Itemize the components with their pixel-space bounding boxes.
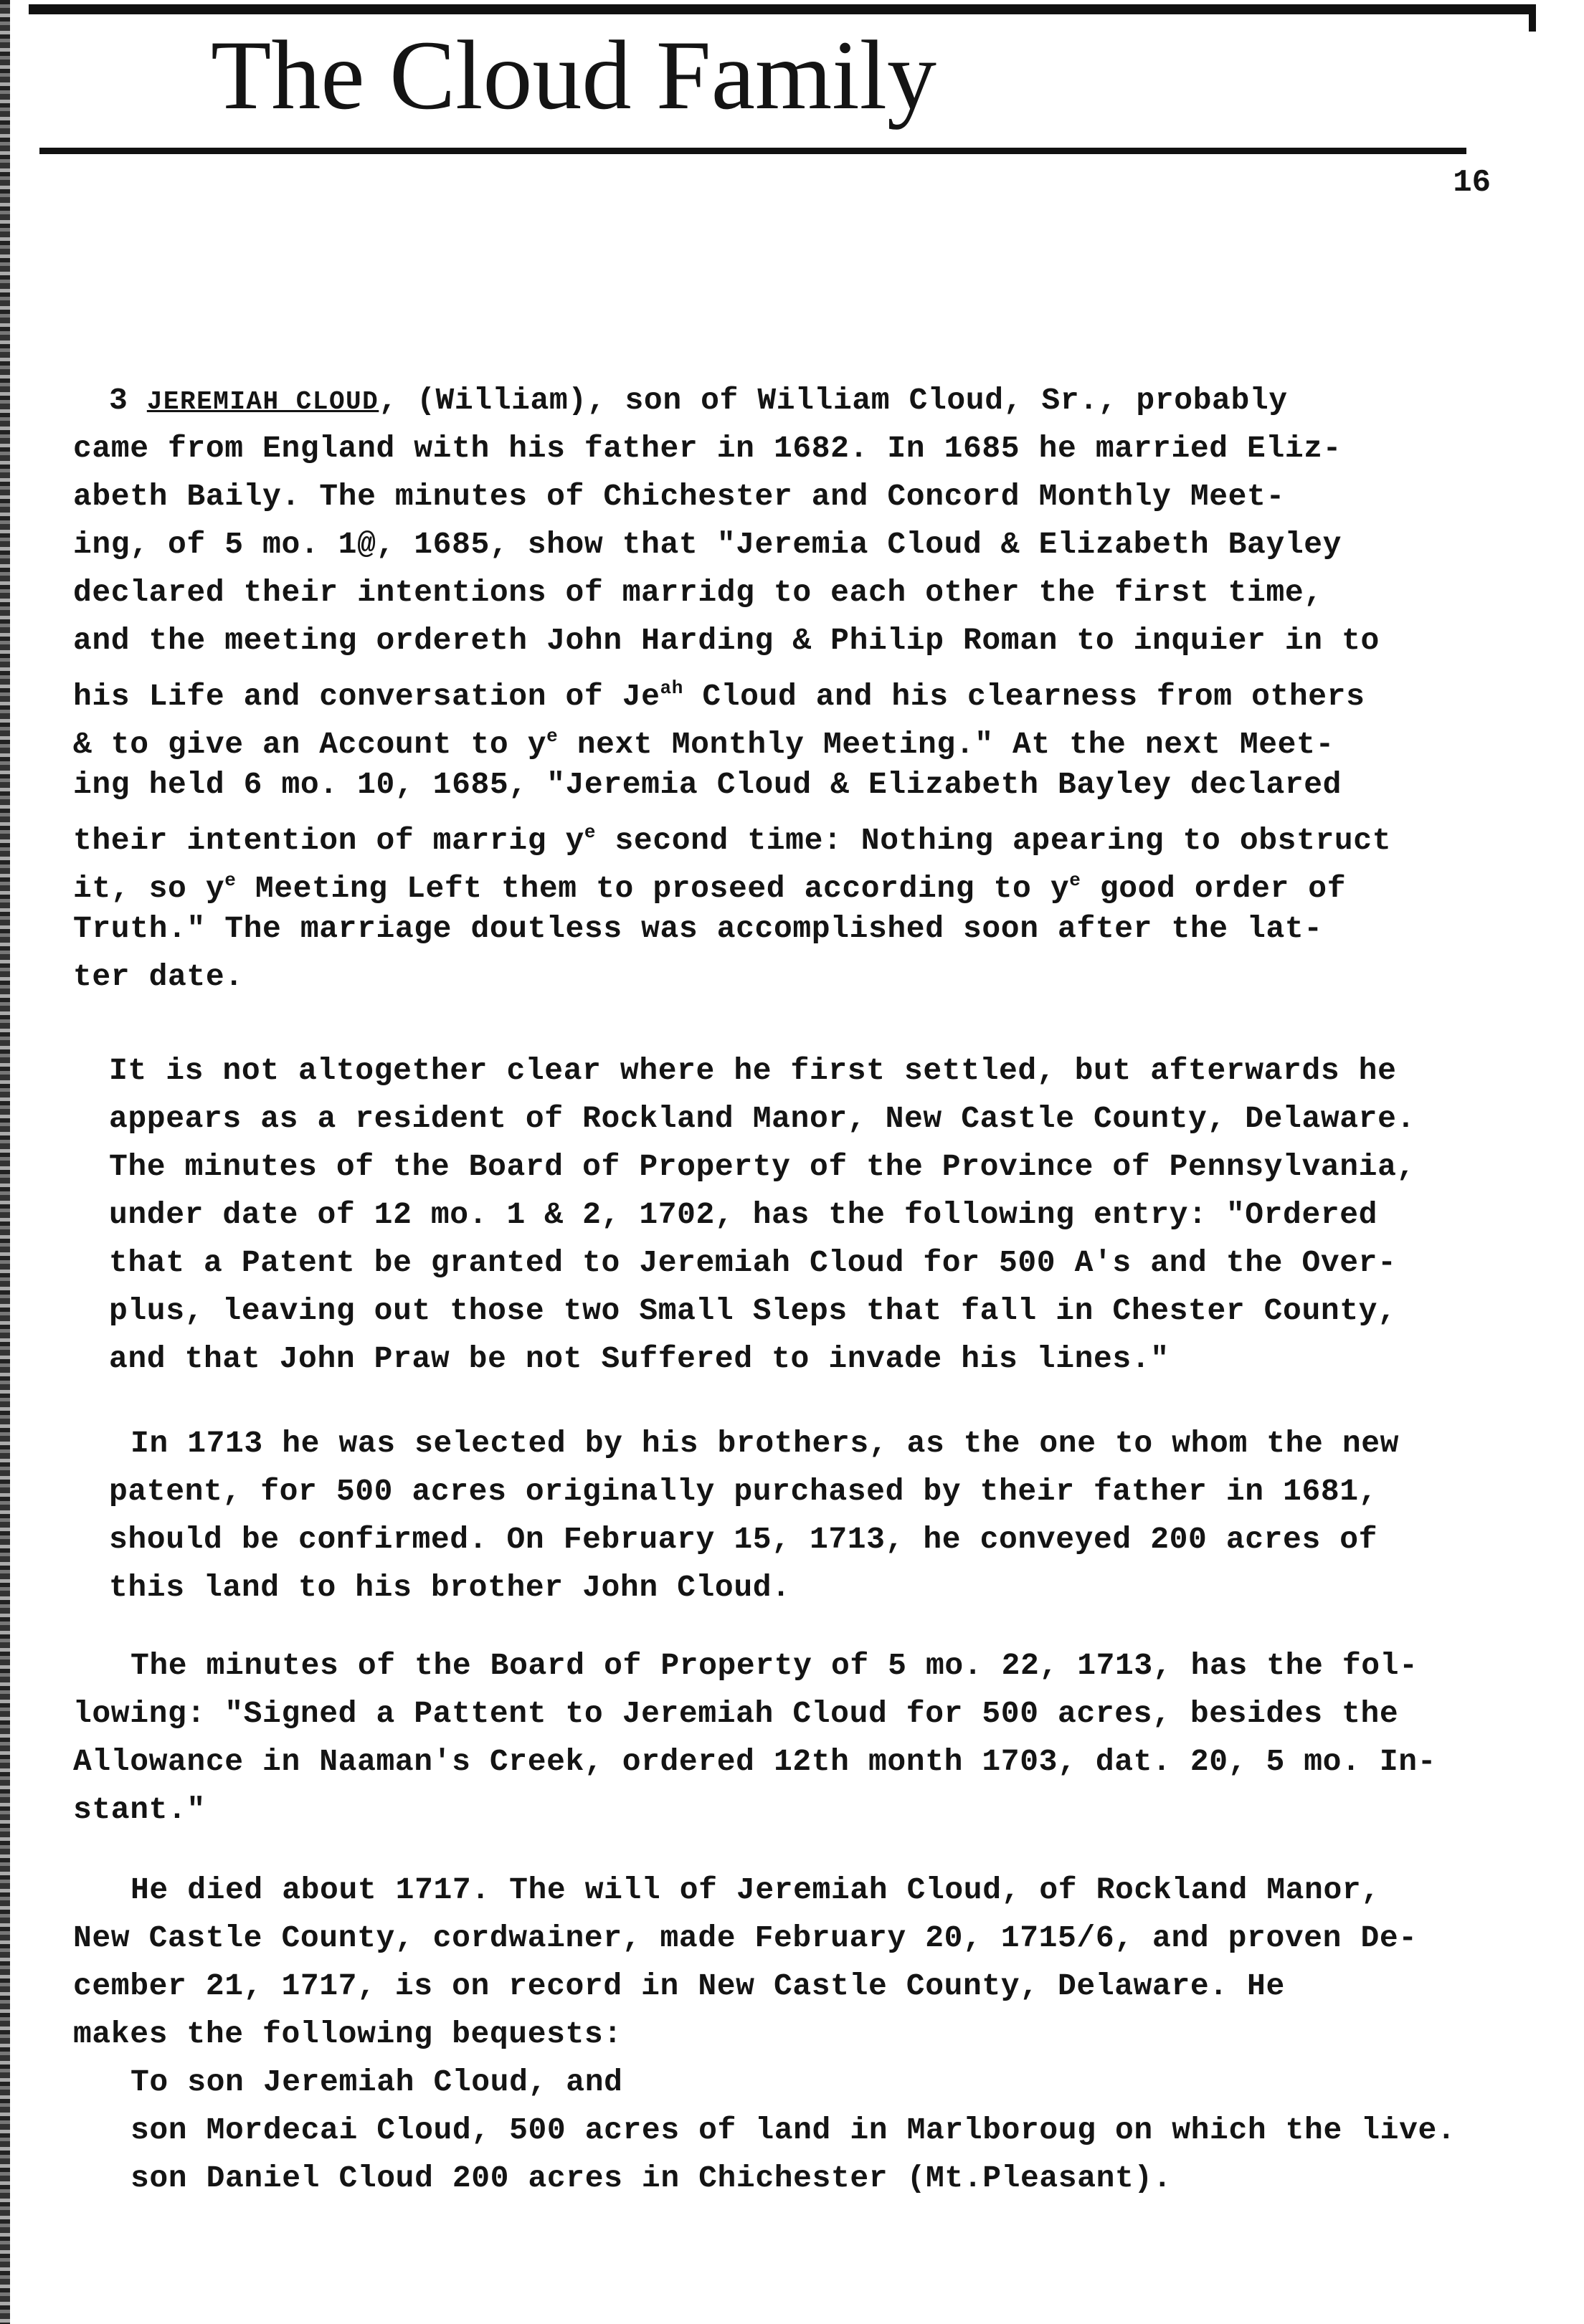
paragraph-will-bequests <box>73 1866 1500 2202</box>
text-line: stant." <box>73 1792 206 1827</box>
text-segment: next Monthly Meeting." At the next Meet- <box>558 727 1334 762</box>
text-line: The minutes of the Board of Property of the Province of Pennsylvania, <box>109 1149 1415 1184</box>
text-line: son Mordecai Cloud, 500 acres of land in Marlboroug on which the live. <box>131 2113 1456 2148</box>
superscript: e <box>546 725 559 747</box>
text-line: It is not altogether clear where he first settled, but afterwards he <box>109 1053 1397 1088</box>
text-line: abeth Baily. The minutes of Chichester and Concord Monthly Meet- <box>73 479 1285 514</box>
text-line: He died about 1717. The will of Jeremiah Cloud, of Rockland Manor, <box>131 1872 1380 1908</box>
text-line: this land to his brother John Cloud. <box>109 1570 791 1605</box>
paragraph-patent-1713 <box>73 1419 1500 1611</box>
text-segment: , (William), son of William Cloud, Sr., probably <box>379 383 1288 418</box>
superscript: e <box>1069 870 1081 891</box>
text-segment: it, so y <box>73 871 225 906</box>
text-segment: second time: Nothing apearing to obstruct <box>596 823 1392 858</box>
text-line: ter date. <box>73 959 244 994</box>
page-title: The Cloud Family <box>211 20 936 130</box>
entry-name: JEREMIAH CLOUD <box>146 387 379 416</box>
text-line: declared their intentions of marridg to each other the first time, <box>73 575 1323 610</box>
text-line: lowing: "Signed a Pattent to Jeremiah Cloud for 500 acres, besides the <box>73 1696 1399 1731</box>
text-segment: their intention of marrig y <box>73 823 584 858</box>
text-segment: Meeting Left them to proseed according to y <box>236 871 1070 906</box>
text-line: patent, for 500 acres originally purchased by their father in 1681, <box>109 1474 1378 1509</box>
text-line: The minutes of the Board of Property of 5 mo. 22, 1713, has the fol- <box>131 1648 1418 1683</box>
text-line: and the meeting ordereth John Harding & Philip Roman to inquier in to <box>73 623 1380 658</box>
text-line: plus, leaving out those two Small Sleps that fall in Chester County, <box>109 1293 1397 1328</box>
scan-binding-edge <box>0 0 10 2324</box>
entry-number: 3 <box>109 383 147 418</box>
text-line <box>73 809 1500 857</box>
text-line: came from England with his father in 1682. In 1685 he married Eliz- <box>73 431 1342 466</box>
text-segment: his Life and conversation of Je <box>73 679 660 714</box>
top-border-corner <box>1529 4 1536 32</box>
text-line: appears as a resident of Rockland Manor, New Castle County, Delaware. <box>109 1101 1415 1136</box>
text-line: To son Jeremiah Cloud, and <box>131 2065 623 2100</box>
text-line: Allowance in Naaman's Creek, ordered 12th month 1703, dat. 20, 5 mo. In- <box>73 1744 1437 1779</box>
superscript: ah <box>660 677 683 699</box>
superscript: e <box>584 822 597 843</box>
header-rule <box>39 148 1466 154</box>
text-line: ing, of 5 mo. 1@, 1685, show that "Jeremia Cloud & Elizabeth Bayley <box>73 527 1342 562</box>
text-line <box>73 376 1500 424</box>
text-line <box>73 857 1500 905</box>
text-line <box>73 713 1500 761</box>
top-border-rule <box>29 4 1535 14</box>
superscript: e <box>224 870 237 891</box>
text-line: ing held 6 mo. 10, 1685, "Jeremia Cloud & Elizabeth Bayley declared <box>73 767 1342 802</box>
text-line: Truth." The marriage doutless was accomplished soon after the lat- <box>73 911 1323 946</box>
page-number: 16 <box>1453 165 1491 201</box>
text-line: cember 21, 1717, is on record in New Castle County, Delaware. He <box>73 1968 1285 2004</box>
text-line: should be confirmed. On February 15, 1713, he conveyed 200 acres of <box>109 1522 1378 1557</box>
text-segment: Cloud and his clearness from others <box>683 679 1365 714</box>
text-line: under date of 12 mo. 1 & 2, 1702, has the following entry: "Ordered <box>109 1197 1378 1232</box>
text-line: and that John Praw be not Suffered to invade his lines." <box>109 1341 1170 1376</box>
text-line: New Castle County, cordwainer, made February 20, 1715/6, and proven De- <box>73 1920 1418 1956</box>
paragraph-rockland-manor <box>73 1047 1500 1383</box>
text-line: that a Patent be granted to Jeremiah Cloud for 500 A's and the Over- <box>109 1245 1397 1280</box>
text-line: makes the following bequests: <box>73 2016 622 2052</box>
paragraph-jeremiah-intro <box>73 376 1500 1001</box>
text-segment: good order of <box>1081 871 1347 906</box>
paragraph-board-minutes <box>73 1642 1500 1834</box>
text-line <box>73 665 1500 713</box>
text-line: son Daniel Cloud 200 acres in Chichester (Mt.Pleasant). <box>131 2161 1172 2196</box>
text-segment: & to give an Account to y <box>73 727 547 762</box>
text-line: In 1713 he was selected by his brothers, as the one to whom the new <box>131 1426 1400 1461</box>
